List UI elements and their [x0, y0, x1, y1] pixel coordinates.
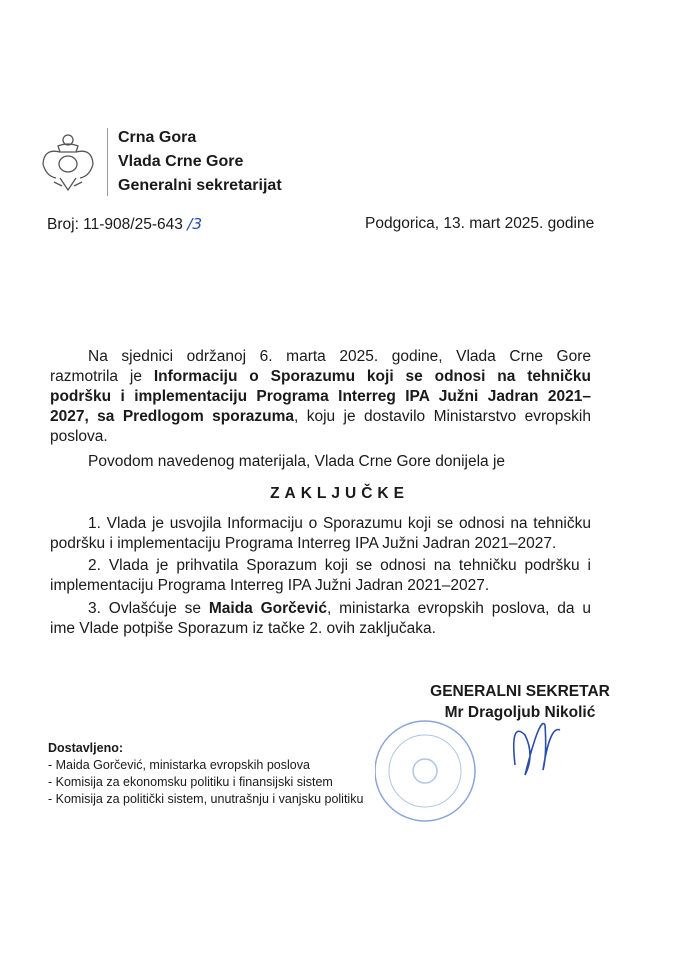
signatory-name: Mr Dragoljub Nikolić: [444, 704, 596, 721]
text-line: [50, 428, 591, 446]
header-office: Generalni sekretarijat: [118, 177, 282, 194]
text-line: [88, 348, 591, 366]
text-line: [88, 453, 591, 471]
header-divider: [107, 128, 108, 196]
reference-number-text: Broj: 11-908/25-643: [47, 216, 183, 233]
text-span: Povodom navedenog materijala, Vlada Crne Gore donijela je: [88, 453, 506, 470]
bold-text: podršku i implementaciju Programa Interreg IPA Južni Jadran 2021–: [50, 388, 591, 405]
distribution-list: [48, 740, 363, 808]
text-line: [50, 535, 591, 553]
text-span: 2. Vlada je prihvatila Sporazum koji se odnosi na tehničku podršku i: [88, 557, 591, 574]
reference-number: [47, 215, 202, 234]
text-span: podršku i implementaciju Programa Interreg IPA Južni Jadran 2021–2027.: [50, 535, 557, 552]
text-span: implementaciju Programa Interreg IPA Južni Jadran 2021–2027.: [50, 577, 490, 594]
text-line: [50, 577, 591, 595]
text-span: poslova.: [50, 428, 108, 445]
signatory-title: GENERALNI SEKRETAR: [430, 683, 610, 700]
place-date: Podgorica, 13. mart 2025. godine: [365, 215, 595, 232]
text-span: , koju je dostavilo Ministarstvo evropskih: [294, 408, 591, 425]
coat-of-arms-icon: [40, 132, 96, 194]
conclusions-title: ZAKLJUČKE: [270, 485, 409, 502]
header-government: Vlada Crne Gore: [118, 153, 244, 170]
text-span: 1. Vlada je usvojila Informaciju o Sporazumu koji se odnosi na tehničku: [88, 515, 591, 532]
text-line: [50, 408, 591, 426]
official-stamp: [375, 715, 575, 830]
letterhead: [118, 126, 282, 198]
handwritten-suffix: /3: [187, 215, 203, 233]
distribution-item: - Komisija za ekonomsku politiku i finansijski sistem: [48, 775, 333, 789]
handwritten-signature: [514, 724, 560, 775]
bold-text: 2027, sa Predlogom sporazuma: [50, 408, 294, 425]
text-span: , ministarka evropskih poslova, da u: [326, 600, 591, 617]
text-span: Na sjednici održanoj 6. marta 2025. godine, Vlada Crne Gore: [88, 348, 591, 365]
distribution-item: - Komisija za politički sistem, unutrašnju i vanjsku politiku: [48, 792, 364, 806]
text-line: [50, 620, 591, 638]
header-country: Crna Gora: [118, 129, 197, 146]
text-line: [88, 557, 591, 575]
text-line: [50, 388, 591, 406]
bold-text: Maida Gorčević: [208, 600, 327, 617]
text-span: 3. Ovlašćuje se: [88, 600, 209, 617]
bold-text: Informaciju o Sporazumu koji se odnosi na tehničku: [153, 368, 592, 385]
text-span: razmotrila je: [50, 368, 154, 385]
text-line: [88, 515, 591, 533]
text-span: ime Vlade potpiše Sporazum iz tačke 2. ovih zaključaka.: [50, 620, 436, 637]
distribution-item: - Maida Gorčević, ministarka evropskih poslova: [48, 758, 310, 772]
text-line: [88, 600, 591, 618]
distribution-label: Dostavljeno:: [48, 741, 124, 755]
text-line: [50, 368, 591, 386]
